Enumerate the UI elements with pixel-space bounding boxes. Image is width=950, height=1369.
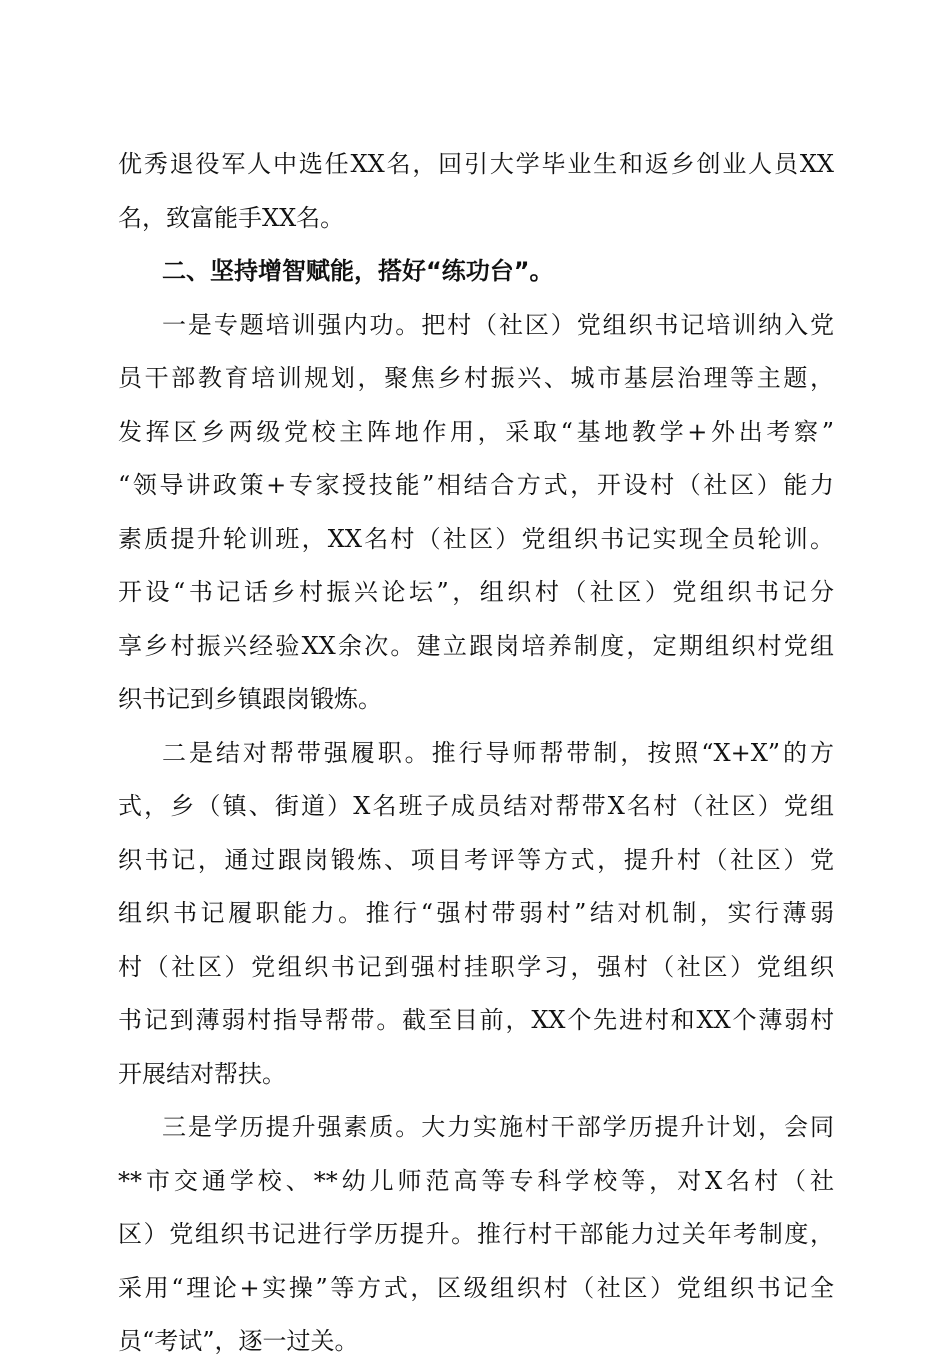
text-line: 素质提升轮训班，XX名村（社区）党组织书记实现全员轮训。 [118,524,834,553]
text-line: 织书记到乡镇跟岗锻炼。 [118,685,382,713]
text-line: 采用“理论+实操”等方式，区级组织村（社区）党组织书记全 [118,1273,834,1302]
text-line: 区）党组织书记进行学历提升。推行村干部能力过关年考制度， [118,1220,834,1248]
paragraph-lead: 三是学历提升强素质。 [162,1113,422,1141]
text-line: 村（社区）党组织书记到强村挂职学习，强村（社区）党组织 [118,952,834,981]
text-line: 书记到薄弱村指导帮带。截至目前，XX个先进村和XX个薄弱村 [118,1006,834,1034]
text-line: 员干部教育培训规划，聚焦乡村振兴、城市基层治理等主题， [118,364,834,392]
text-line: 式，乡（镇、街道）X名班子成员结对帮带X名村（社区）党组 [118,792,834,820]
heading-text: 二、坚持增智赋能，搭好“练功台”。 [162,257,554,285]
intro-paragraph [118,138,834,245]
text-line: 名，致富能手XX名。 [118,203,345,232]
text-line: 发挥区乡两级党校主阵地作用，采取“基地教学+外出考察” [118,417,834,446]
text-line: 员“考试”，逐一过关。 [118,1327,359,1355]
paragraph-text: 大力实施村干部学历提升计划，会同 [421,1113,834,1141]
text-line: 优秀退役军人中选任XX名，回引大学毕业生和返乡创业人员XX [118,150,834,178]
paragraph-lead: 一是专题培训强内功。 [162,310,422,339]
text-line [118,299,834,353]
text-line: 织书记，通过跟岗锻炼、项目考评等方式，提升村（社区）党 [118,845,834,874]
text-line: 开展结对帮扶。 [118,1059,286,1088]
paragraph-text: 把村（社区）党组织书记培训纳入党 [421,310,834,339]
paragraph-lead: 二是结对帮带强履职。 [162,738,432,767]
paragraph-education [118,1101,834,1369]
paragraph-text: 推行导师帮带制，按照“X+X”的方 [431,738,834,767]
text-line: “领导讲政策+专家授技能”相结合方式，开设村（社区）能力 [118,471,834,499]
text-line [118,1101,834,1155]
text-line: 组织书记履职能力。推行“强村带弱村”结对机制，实行薄弱 [118,899,834,927]
text-line: 享乡村振兴经验XX余次。建立跟岗培养制度，定期组织村党组 [118,631,834,660]
document-body [118,138,834,1369]
paragraph-mentoring [118,727,834,1102]
text-line: 开设“书记话乡村振兴论坛”，组织村（社区）党组织书记分 [118,578,834,606]
section-heading [118,245,834,299]
text-line [118,727,834,781]
text-line: **市交通学校、**幼儿师范高等专科学校等，对X名村（社 [118,1166,834,1195]
paragraph-training [118,299,834,727]
